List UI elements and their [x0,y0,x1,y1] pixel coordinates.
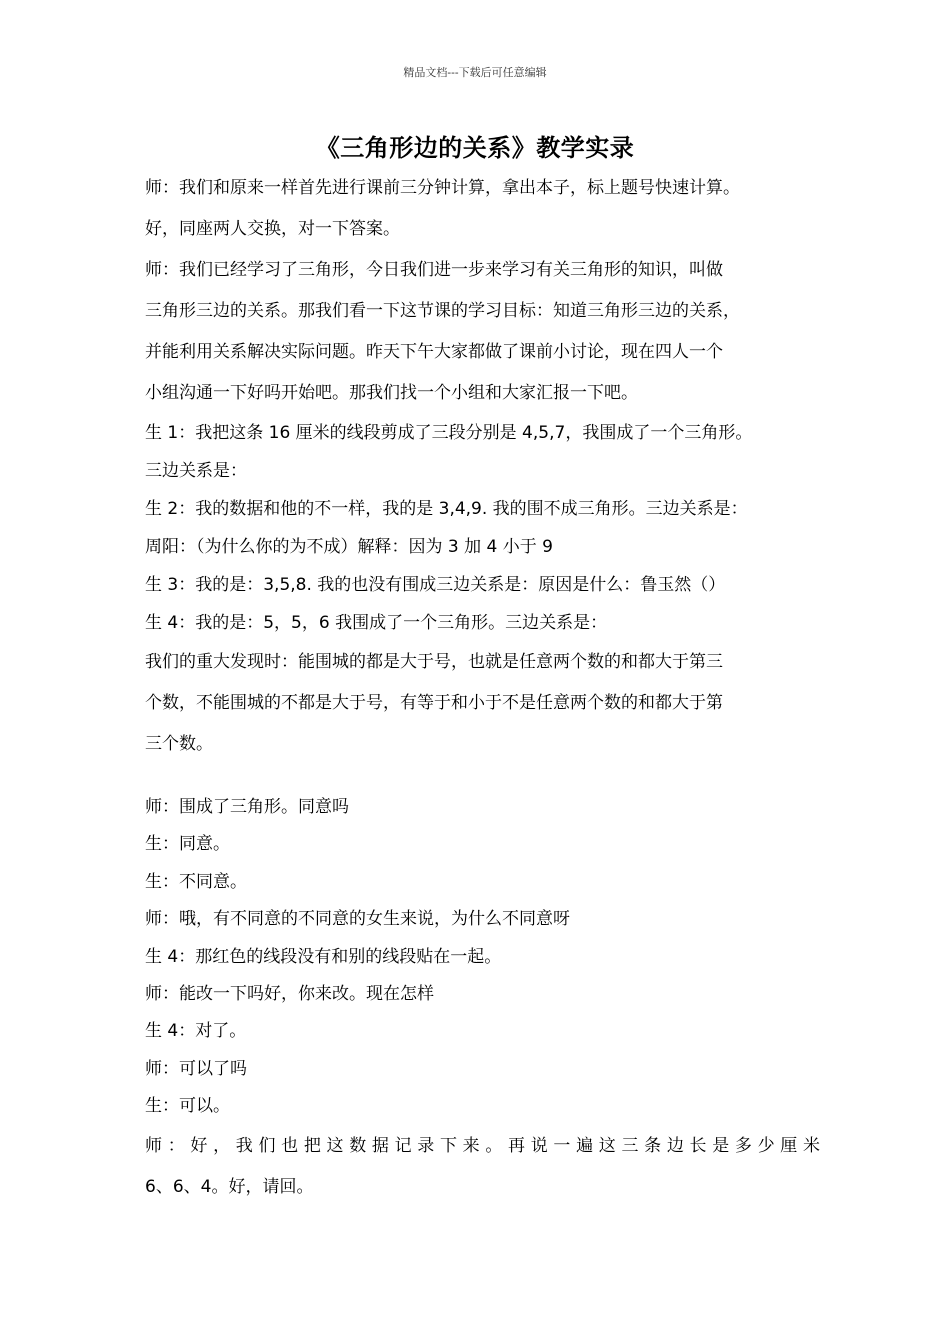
paragraph: 个数，不能围城的不都是大于号，有等于和小于不是任意两个数的和都大于第 [145,693,723,713]
paragraph: 生 4：对了。 [145,1021,247,1042]
paragraph: 师：好，我们也把这数据记录下来。再说一遍这三条边长是多少厘米 [145,1135,820,1156]
paragraph: 生 3：我的是：3,5,8. 我的也没有围成三边关系是：原因是什么：鲁玉然（） [145,575,726,595]
document-body [145,168,820,1208]
paragraph: 我们的重大发现时：能围城的都是大于号，也就是任意两个数的和都大于第三 [145,652,723,672]
paragraph: 生：不同意。 [145,871,247,892]
paragraph: 师：能改一下吗好，你来改。现在怎样 [145,984,434,1005]
paragraph: 师：哦，有不同意的不同意的女生来说，为什么不同意呀 [145,909,570,930]
paragraph: 三个数。 [145,734,213,754]
paragraph: 6、6、4。好，请回。 [145,1176,314,1197]
paragraph: 师：可以了吗 [145,1058,247,1079]
paragraph: 生 1：我把这条 16 厘米的线段剪成了三段分别是 4,5,7，我围成了一个三角形。 [145,423,753,443]
paragraph: 生 2：我的数据和他的不一样，我的是 3,4,9. 我的围不成三角形。三边关系是： [145,499,748,519]
paragraph: 周阳：（为什么你的为不成）解释：因为 3 加 4 小于 9 [145,537,553,557]
paragraph: 三角形三边的关系。那我们看一下这节课的学习目标：知道三角形三边的关系， [145,301,740,321]
paragraph: 生：可以。 [145,1096,230,1117]
paragraph: 师：围成了三角形。同意吗 [145,797,349,817]
paragraph: 生 4：我的是：5，5，6 我围成了一个三角形。三边关系是： [145,613,608,633]
paragraph: 三边关系是： [145,461,247,481]
paragraph: 好，同座两人交换，对一下答案。 [145,219,400,239]
paragraph: 生 4：那红色的线段没有和别的线段贴在一起。 [145,946,502,967]
paragraph: 师：我们和原来一样首先进行课前三分钟计算，拿出本子，标上题号快速计算。 [145,178,740,198]
paragraph: 并能利用关系解决实际问题。昨天下午大家都做了课前小讨论，现在四人一个 [145,342,723,362]
paragraph: 生：同意。 [145,834,230,855]
paragraph-gap [145,765,820,789]
document-title: 《三角形边的关系》教学实录 [315,134,635,162]
paragraph: 师：我们已经学习了三角形，今日我们进一步来学习有关三角形的知识，叫做 [145,260,723,280]
paragraph: 小组沟通一下好吗开始吧。那我们找一个小组和大家汇报一下吧。 [145,383,638,403]
page-header: 精品文档---下载后可任意编辑 [403,66,547,79]
